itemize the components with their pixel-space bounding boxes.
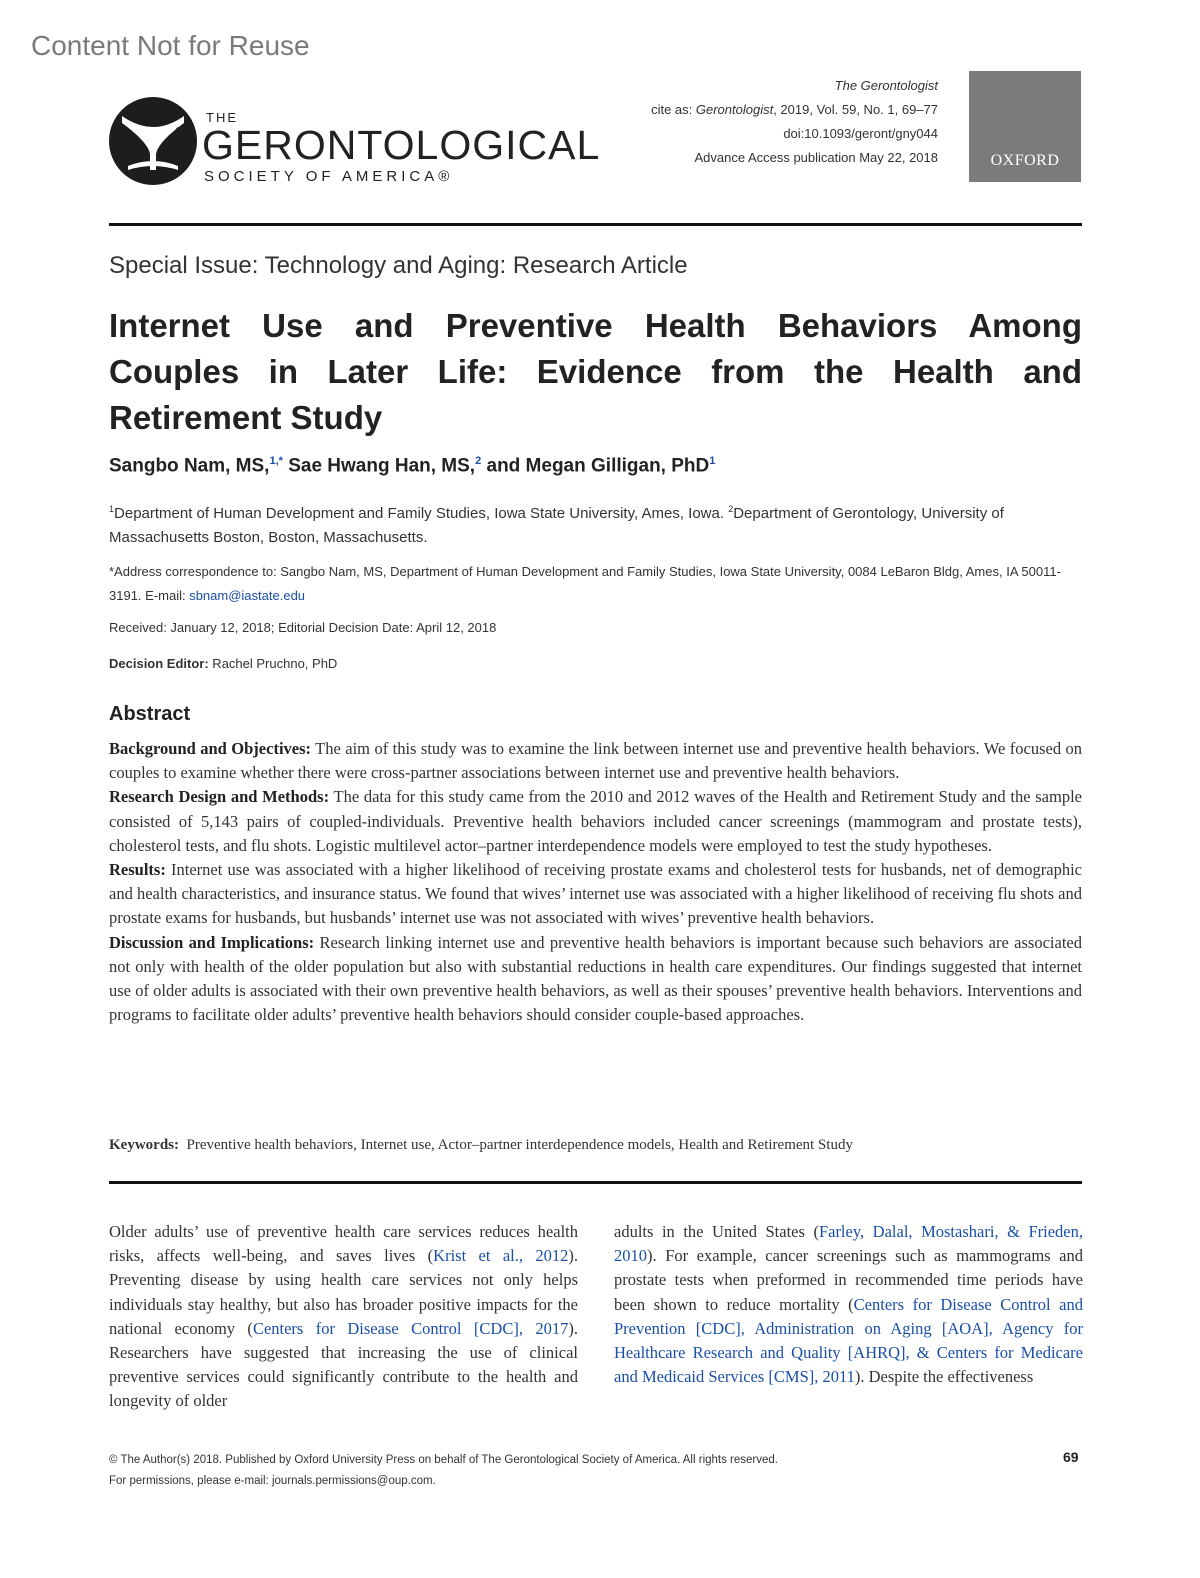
author-name: Sae Hwang Han, MS, <box>282 455 476 477</box>
affiliation-text: Department of Human Development and Family Studies, Iowa State University, Ames, Iowa. <box>114 505 729 522</box>
doi: doi:10.1093/geront/gny044 <box>783 126 938 141</box>
section-heading: Special Issue: Technology and Aging: Research Article <box>109 252 688 279</box>
watermark-text: Content Not for Reuse <box>31 30 310 61</box>
citation-link[interactable]: Centers for Disease Control and Prevention [CDC], Administration on Aging [AOA], Agency for Healthcare Research and Quality [AHRQ], & Centers for Medicare and Medicaid Services [CMS], 2011 <box>614 1294 1083 1387</box>
header-rule <box>109 223 1082 226</box>
abstract-section-label: Results: <box>109 860 166 880</box>
author-affiliation-link[interactable]: 1,* <box>269 455 283 467</box>
decision-editor-name: Rachel Pruchno, PhD <box>208 656 338 671</box>
abstract-section-text: The data for this study came from the 2010 and 2012 waves of the Health and Retirement Study and the sample consisted of 5,143 pairs of coupled-individuals. Preventive health behaviors included cancer screenings (mammogram and prostate tests), cholesterol tests, and flu shots. Logistic multilevel actor–partner interdependence models were employed to test the study hypotheses. <box>109 787 1082 855</box>
body-text: ). Preventing disease by using health care services not only helps individuals stay healthy, but also has broader positive impacts for the national economy ( <box>109 1246 578 1338</box>
abstract-section-text: Internet use was associated with a higher likelihood of receiving prostate exams and cholesterol tests for husbands, net of demographic and health characteristics, and insurance status. We found that wives’ internet use was associated with a higher likelihood of receiving flu shots and prostate exams for husbands, but husbands’ internet use was not associated with wives’ preventive health behaviors. <box>109 860 1082 928</box>
affiliation-marker: 1 <box>109 504 115 514</box>
author-name: and Megan Gilligan, PhD <box>481 455 710 477</box>
email-link[interactable]: sbnam@iastate.edu <box>189 588 306 603</box>
abstract-section-label: Discussion and Implications: <box>109 932 315 952</box>
abstract-section <box>109 737 1082 785</box>
body-text: ). Researchers have suggested that increasing the use of clinical preventive services could significantly contribute to the health and longevity of older <box>109 1318 578 1411</box>
citation-link[interactable]: Krist et al., 2012 <box>433 1246 569 1266</box>
correspondence-text: *Address correspondence to: Sangbo Nam, MS, Department of Human Development and Family Studies, Iowa State University, 0084 LeBaron Bldg, Ames, IA 50011-3191. E-mail: <box>109 564 1061 603</box>
article-title: Internet Use and Preventive Health Behaviors Among Couples in Later Life: Evidence from the Health and Retirement Study <box>109 307 1082 436</box>
abstract-heading: Abstract <box>109 703 191 725</box>
citation-line <box>651 98 938 122</box>
publisher-logo-text: OXFORD <box>990 152 1060 169</box>
journal-name: The Gerontologist <box>834 78 938 93</box>
logo-the-text: THE <box>206 110 238 125</box>
permissions-notice: For permissions, please e-mail: journals.permissions@oup.com. <box>109 1475 436 1487</box>
publisher-logo <box>969 71 1081 182</box>
abstract-section <box>109 931 1082 1028</box>
abstract-rule <box>109 1181 1082 1184</box>
body-column-right <box>614 1220 1083 1389</box>
author-affiliation-link[interactable]: 2 <box>475 455 482 467</box>
author-name: Sangbo Nam, MS, <box>109 455 270 477</box>
body-column-left <box>109 1220 578 1414</box>
logo-main-text: GERONTOLOGICAL <box>202 122 601 168</box>
abstract-section-label: Research Design and Methods: <box>109 787 330 807</box>
advance-access: Advance Access publication May 22, 2018 <box>694 150 938 165</box>
keywords-text: Preventive health behaviors, Internet use, Actor–partner interdependence models, Health and Retirement Study <box>186 1137 853 1153</box>
abstract-section-label: Background and Objectives: <box>109 739 312 758</box>
abstract-section <box>109 858 1082 931</box>
body-text: ). For example, cancer screenings such as mammograms and prostate tests when preformed in recommended time periods have been shown to reduce mortality ( <box>614 1246 1083 1314</box>
keywords-label: Keywords: <box>109 1137 179 1153</box>
abstract-section-text: The aim of this study was to examine the link between internet use and preventive health behaviors. We focused on couples to examine whether there were cross-partner associations between internet use and preventive health behaviors. <box>109 739 1083 783</box>
correspondence <box>109 560 1082 608</box>
logo-sub-text: SOCIETY OF AMERICA® <box>204 168 454 185</box>
citation-link[interactable]: Centers for Disease Control [CDC], 2017 <box>252 1318 569 1338</box>
decision-editor <box>109 656 337 671</box>
affiliation-text: Department of Gerontology, University of Massachusetts Boston, Boston, Massachusetts. <box>109 505 1004 546</box>
cite-prefix: cite as: <box>651 102 696 117</box>
abstract-section-text: Research linking internet use and preventive health behaviors is important because such behaviors are associated not only with health of the older population but also with substantial reductions in health care expenditures. Our findings suggested that internet use of older adults is associated with their own preventive health behaviors, as well as their spouses’ preventive health behaviors. Interventions and programs to facilitate older adults’ preventive health behaviors should consider couple-based approaches. <box>109 932 1082 1025</box>
affiliation-marker: 2 <box>728 504 734 514</box>
keywords <box>109 1137 853 1154</box>
journal-info <box>651 74 938 170</box>
decision-editor-label: Decision Editor: <box>109 656 209 671</box>
cite-details: , 2019, Vol. 59, No. 1, 69–77 <box>773 102 938 117</box>
society-emblem-icon <box>108 96 198 186</box>
cite-journal: Gerontologist <box>695 102 774 117</box>
author-list <box>109 455 715 477</box>
abstract-body <box>109 737 1082 1027</box>
abstract-section <box>109 785 1082 858</box>
affiliations <box>109 497 1082 550</box>
body-text: adults in the United States ( <box>614 1222 819 1241</box>
body-text: Older adults’ use of preventive health care services reduces health risks, affects well-being, and saves lives ( <box>109 1222 578 1266</box>
page-number: 69 <box>1063 1449 1079 1465</box>
author-affiliation-link[interactable]: 1 <box>709 455 716 467</box>
citation-link[interactable]: Farley, Dalal, Mostashari, & Frieden, 2010 <box>614 1222 1083 1266</box>
body-text: ). Despite the effectiveness <box>854 1367 1034 1387</box>
society-logo <box>108 96 601 192</box>
received-dates: Received: January 12, 2018; Editorial Decision Date: April 12, 2018 <box>109 620 497 635</box>
copyright-notice: © The Author(s) 2018. Published by Oxford University Press on behalf of The Gerontological Society of America. All rights reserved. <box>109 1454 778 1466</box>
footer <box>109 1450 778 1492</box>
